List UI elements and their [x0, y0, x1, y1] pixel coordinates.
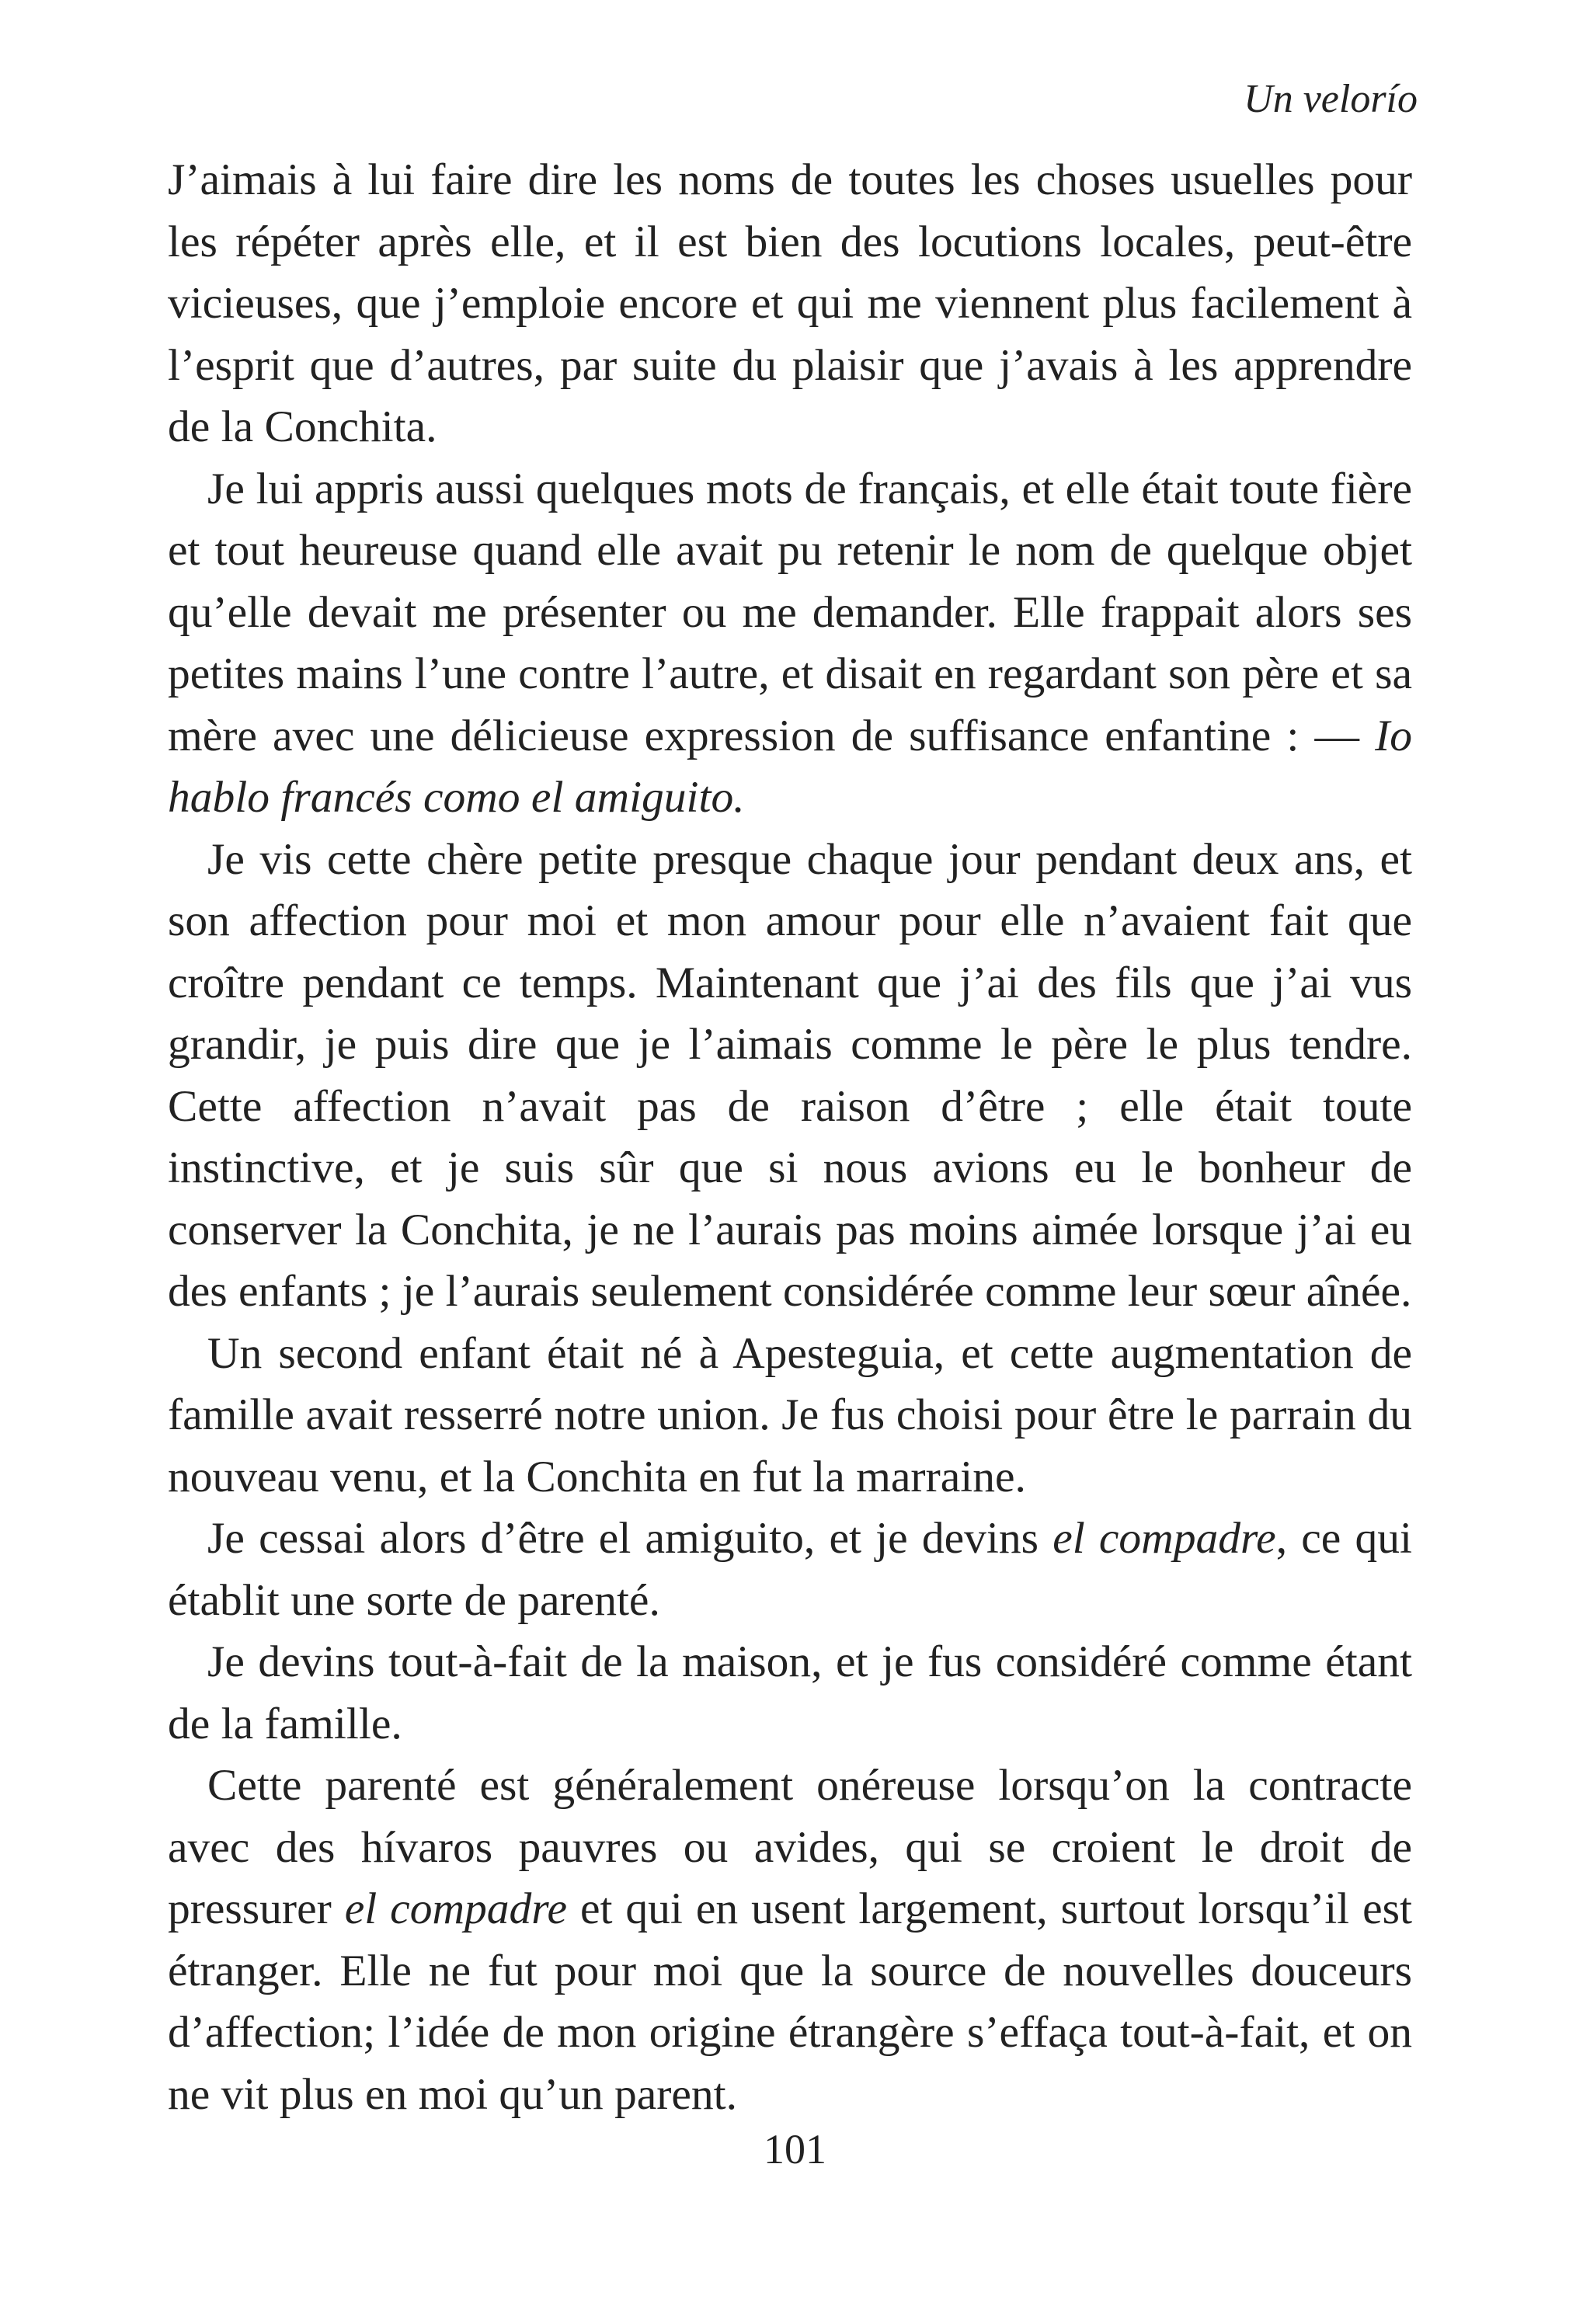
paragraph-5-text: Je cessai alors d’être el amiguito, et je devins: [207, 1514, 1053, 1563]
paragraph-4: [168, 1323, 1412, 1508]
paragraph-1-text: J’aimais à lui faire dire les noms de toutes les choses usuelles pour les répéter après elle, et il est bien des locutions locales, peut-être vicieuses, que j’emploie encore et qui me viennent plus facilement à l’esprit que d’autres, par suite du plaisir que j’avais à les apprendre de la Conchita.: [168, 155, 1412, 451]
body-text: [168, 149, 1412, 2125]
paragraph-5-italic: el compadre: [1052, 1514, 1276, 1563]
paragraph-7-italic: el compadre: [344, 1884, 567, 1933]
paragraph-6: [168, 1631, 1412, 1755]
paragraph-2: [168, 458, 1412, 829]
paragraph-7-text: Cette parenté est généralement onéreuse lorsqu’on la contracte avec des hívaros pauvres ou avides, qui se croient le droit de pressurer: [168, 1761, 1412, 1933]
paragraph-6-text: Je devins tout-à-fait de la maison, et je fus considéré comme étant de la famille.: [168, 1637, 1412, 1748]
paragraph-2-text: Je lui appris aussi quelques mots de français, et elle était toute fière et tout heureuse quand elle avait pu retenir le nom de quelque objet qu’elle devait me présenter ou me demander. Elle frappait alors ses petites mains l’une contre l’autre, et disait en regardant son père et sa mère avec une délicieuse expression de suffisance enfantine : —: [168, 464, 1412, 760]
paragraph-2-italic: Io hablo francés como el amiguito.: [168, 711, 1412, 822]
paragraph-4-text: Un second enfant était né à Apesteguia, et cette augmentation de famille avait resserré notre union. Je fus choisi pour être le parrain du nouveau venu, et la Conchita en fut la marraine.: [168, 1328, 1412, 1501]
page-number: 101: [764, 2126, 826, 2173]
paragraph-1: [168, 149, 1412, 458]
paragraph-7: [168, 1755, 1412, 2125]
running-head: Un velorío: [1244, 77, 1418, 121]
paragraph-5-after: , ce qui établit une sorte de parenté.: [168, 1514, 1413, 1625]
paragraph-3: [168, 829, 1412, 1323]
paragraph-5: [168, 1508, 1412, 1631]
paragraph-3-text: Je vis cette chère petite presque chaque jour pendant deux ans, et son affection pour moi et mon amour pour elle n’avaient fait que croître pendant ce temps. Maintenant que j’ai des fils que j’ai vus grandir, je puis dire que je l’aimais comme le père le plus tendre. Cette affection n’avait pas de raison d’être ; elle était toute instinctive, et je suis sûr que si nous avions eu le bonheur de conserver la Conchita, je ne l’aurais pas moins aimée lorsque j’ai eu des enfants ; je l’aurais seulement considérée comme leur sœur aînée.: [168, 834, 1412, 1316]
paragraph-7-after: et qui en usent largement, surtout lorsqu’il est étranger. Elle ne fut pour moi que la source de nouvelles douceurs d’affection; l’idée de mon origine étrangère s’effaça tout-à-fait, et on ne vit plus en moi qu’un parent.: [168, 1884, 1413, 2119]
